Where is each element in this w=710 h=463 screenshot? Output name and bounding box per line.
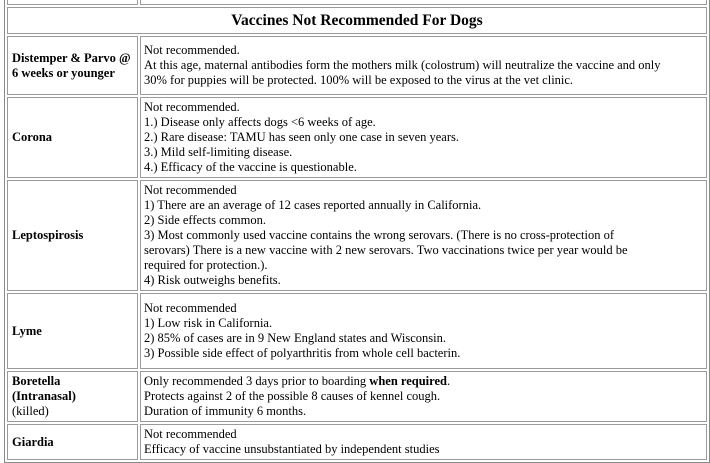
vaccine-name-line: Lyme xyxy=(12,323,42,338)
description-line: 1) There are an average of 12 cases reported annually in California. xyxy=(144,198,482,212)
description-line: 3.) Mild self-limiting disease. xyxy=(144,145,293,159)
title-row xyxy=(7,7,707,34)
vaccine-description-lyme xyxy=(140,293,707,369)
description-line: 4.) Efficacy of the vaccine is questionable. xyxy=(144,160,357,174)
description-line: At this age, maternal antibodies form the mothers milk (colostrum) will neutralize the vaccine and only xyxy=(144,58,661,72)
vaccine-description-giardia xyxy=(140,424,707,460)
table-row xyxy=(7,180,707,291)
table-row xyxy=(7,424,707,460)
description-line: Efficacy of vaccine unsubstantiated by independent studies xyxy=(144,442,440,456)
description-line: serovars) There is a new vaccine with 2 new serovars. Two vaccinations twice per year would be xyxy=(144,243,628,257)
description-line: required for protection.). xyxy=(144,258,268,272)
description-line: 2.) Rare disease: TAMU has seen only one case in seven years. xyxy=(144,130,459,144)
description-line: Not recommended xyxy=(144,301,237,315)
description-line: Not recommended. xyxy=(144,43,240,57)
vaccine-name-line: (Intranasal) xyxy=(12,389,76,403)
vaccine-description-leptospirosis xyxy=(140,180,707,291)
vaccines-table-container xyxy=(4,0,704,463)
vaccine-name-line: Distemper & Parvo @ xyxy=(12,50,131,65)
top-stub-cell-left xyxy=(7,0,138,5)
description-line: 4) Risk outweighs benefits. xyxy=(144,273,281,287)
vaccine-name-lyme xyxy=(7,293,138,369)
description-line xyxy=(144,374,704,389)
vaccine-name-line: 6 weeks or younger xyxy=(12,65,115,80)
vaccine-name-giardia xyxy=(7,424,138,460)
description-line: Duration of immunity 6 months. xyxy=(144,404,307,418)
description-text: . xyxy=(446,374,451,388)
table-title: Vaccines Not Recommended For Dogs xyxy=(7,7,707,34)
vaccines-table xyxy=(4,0,710,463)
description-text: Only recommended 3 days prior to boarding xyxy=(144,374,370,388)
table-row xyxy=(7,97,707,178)
vaccine-name-line: Corona xyxy=(12,130,53,144)
vaccine-description-distemper-parvo xyxy=(140,36,707,95)
vaccine-name-distemper-parvo xyxy=(7,36,138,95)
description-line: Not recommended. xyxy=(144,100,240,114)
table-row xyxy=(7,36,707,95)
description-line: 1) Low risk in California. xyxy=(144,316,273,330)
top-stub-cell-right xyxy=(140,0,707,5)
description-line: 3) Most commonly used vaccine contains the wrong serovars. (There is no cross-protection of xyxy=(144,228,615,242)
vaccine-description-boretella xyxy=(140,371,707,422)
description-emphasis: when required xyxy=(369,374,447,388)
vaccine-name-line: Giardia xyxy=(12,434,54,449)
description-line: 1.) Disease only affects dogs <6 weeks of age. xyxy=(144,115,376,129)
table-row xyxy=(7,293,707,369)
top-stub-row xyxy=(7,0,707,5)
vaccine-description-corona xyxy=(140,97,707,178)
vaccine-name-leptospirosis xyxy=(7,180,138,291)
table-row xyxy=(7,371,707,422)
vaccine-name-line: Leptospirosis xyxy=(12,228,84,242)
description-line: 2) 85% of cases are in 9 New England states and Wisconsin. xyxy=(144,331,446,345)
vaccine-name-line: Boretella xyxy=(12,374,61,388)
description-line: Not recommended xyxy=(144,183,237,197)
description-line: 3) Possible side effect of polyarthritis from whole cell bacterin. xyxy=(144,346,461,360)
vaccine-name-note: (killed) xyxy=(12,404,49,418)
description-line: Not recommended xyxy=(144,427,237,441)
description-line: Protects against 2 of the possible 8 causes of kennel cough. xyxy=(144,389,441,403)
vaccine-name-boretella xyxy=(7,371,138,422)
vaccine-name-corona xyxy=(7,97,138,178)
description-line: 30% for puppies will be protected. 100% will be exposed to the virus at the vet clinic. xyxy=(144,73,574,87)
description-line: 2) Side effects common. xyxy=(144,213,266,227)
